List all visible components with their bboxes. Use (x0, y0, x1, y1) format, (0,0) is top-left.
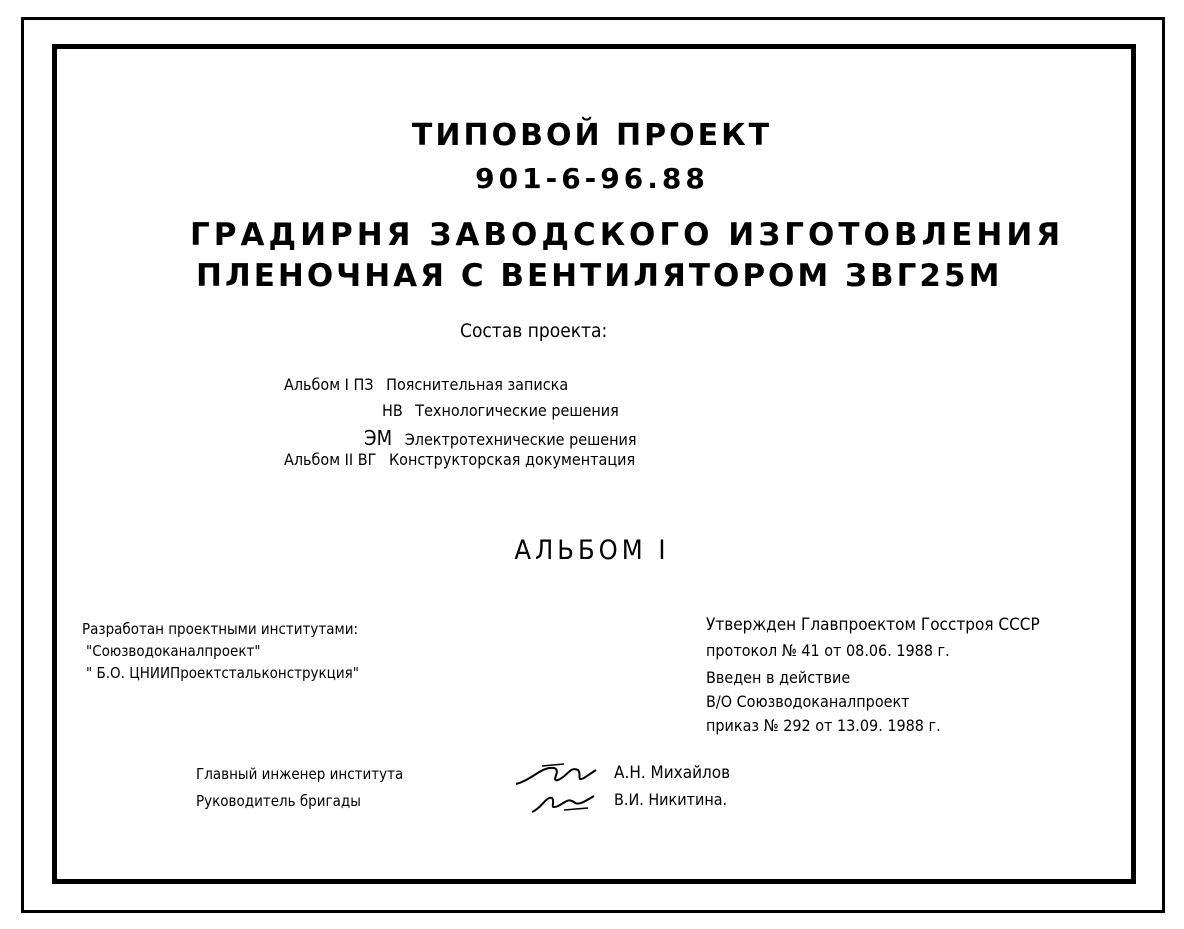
team-leader-name: В.И. Никитина. (614, 790, 728, 809)
developers-heading: Разработан проектными институтами: (82, 620, 359, 638)
section-code: НВ (382, 401, 403, 420)
approval-line: Утвержден Главпроектом Госстроя СССР (706, 615, 1040, 635)
project-name-line1: ГРАДИРНЯ ЗАВОДСКОГО ИЗГОТОВЛЕНИЯ (190, 217, 1065, 253)
section-title: Технологические решения (415, 401, 619, 420)
composition-row (284, 450, 635, 469)
album-label: Альбом II (284, 450, 354, 469)
chief-engineer-name: А.Н. Михайлов (614, 763, 731, 783)
section-title: Электротехнические решения (404, 430, 637, 449)
team-leader-signature (528, 788, 598, 818)
composition-row (284, 375, 568, 394)
album-label: Альбом I (284, 375, 349, 394)
team-leader-role: Руководитель бригады (196, 792, 361, 810)
approval-line: приказ № 292 от 13.09. 1988 г. (706, 716, 941, 735)
section-code: ВГ (357, 450, 377, 469)
approval-line: Введен в действие (706, 668, 851, 687)
section-title: Пояснительная записка (386, 375, 569, 394)
composition-heading: Состав проекта: (460, 320, 608, 342)
developer-item: "Союзводоканалпроект" (86, 642, 261, 660)
project-name-line2: ПЛЕНОЧНАЯ С ВЕНТИЛЯТОРОМ ЗВГ25М (196, 258, 1003, 294)
composition-row (382, 401, 619, 420)
project-number: 901-6-96.88 (475, 162, 709, 195)
section-code: ПЗ (353, 375, 374, 394)
chief-engineer-role: Главный инженер института (196, 765, 404, 783)
approval-line: В/О Союзводоканалпроект (706, 692, 910, 711)
developer-item: " Б.О. ЦНИИПроектстальконструкция" (86, 664, 359, 682)
album-number: АЛЬБОМ I (514, 535, 670, 566)
section-title: Конструкторская документация (388, 450, 636, 469)
chief-engineer-signature (512, 758, 598, 790)
approval-line: протокол № 41 от 08.06. 1988 г. (706, 641, 950, 660)
project-type-title: ТИПОВОЙ ПРОЕКТ (411, 118, 773, 153)
composition-row (364, 426, 637, 450)
section-code: ЭМ (364, 426, 393, 450)
